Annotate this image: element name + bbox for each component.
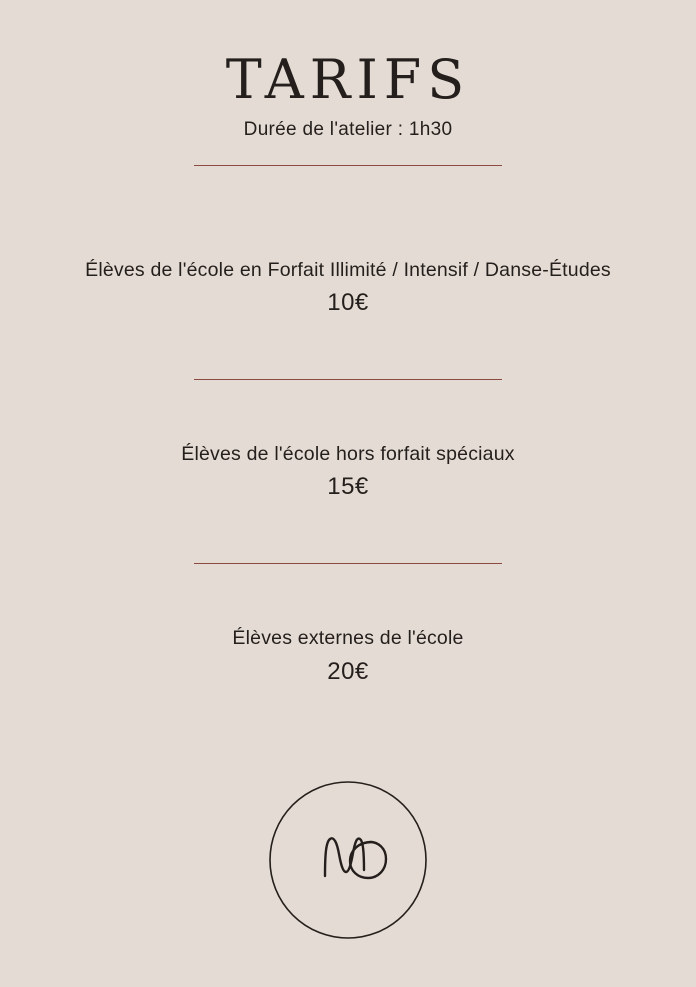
mo-monogram-icon — [268, 780, 428, 940]
pricing-row-label: Élèves de l'école hors forfait spéciaux — [181, 443, 515, 466]
pricing-row — [0, 442, 696, 501]
pricing-list — [0, 258, 696, 686]
pricing-divider-1 — [194, 379, 502, 380]
page-title: TARIFS — [225, 48, 471, 111]
pricing-row-price: 20€ — [327, 657, 369, 685]
pricing-row — [0, 258, 696, 317]
pricing-row-label: Élèves de l'école en Forfait Illimité / Intensif / Danse-Études — [85, 258, 611, 281]
page-header — [0, 48, 696, 166]
pricing-row — [0, 626, 696, 685]
logo — [268, 780, 428, 940]
header-divider — [194, 165, 502, 166]
pricing-row-label: Élèves externes de l'école — [232, 627, 464, 650]
pricing-row-price: 10€ — [327, 289, 369, 317]
pricing-row-price: 15€ — [327, 473, 369, 501]
pricing-divider-2 — [194, 563, 502, 564]
workshop-duration-subtitle: Durée de l'atelier : 1h30 — [243, 118, 453, 140]
